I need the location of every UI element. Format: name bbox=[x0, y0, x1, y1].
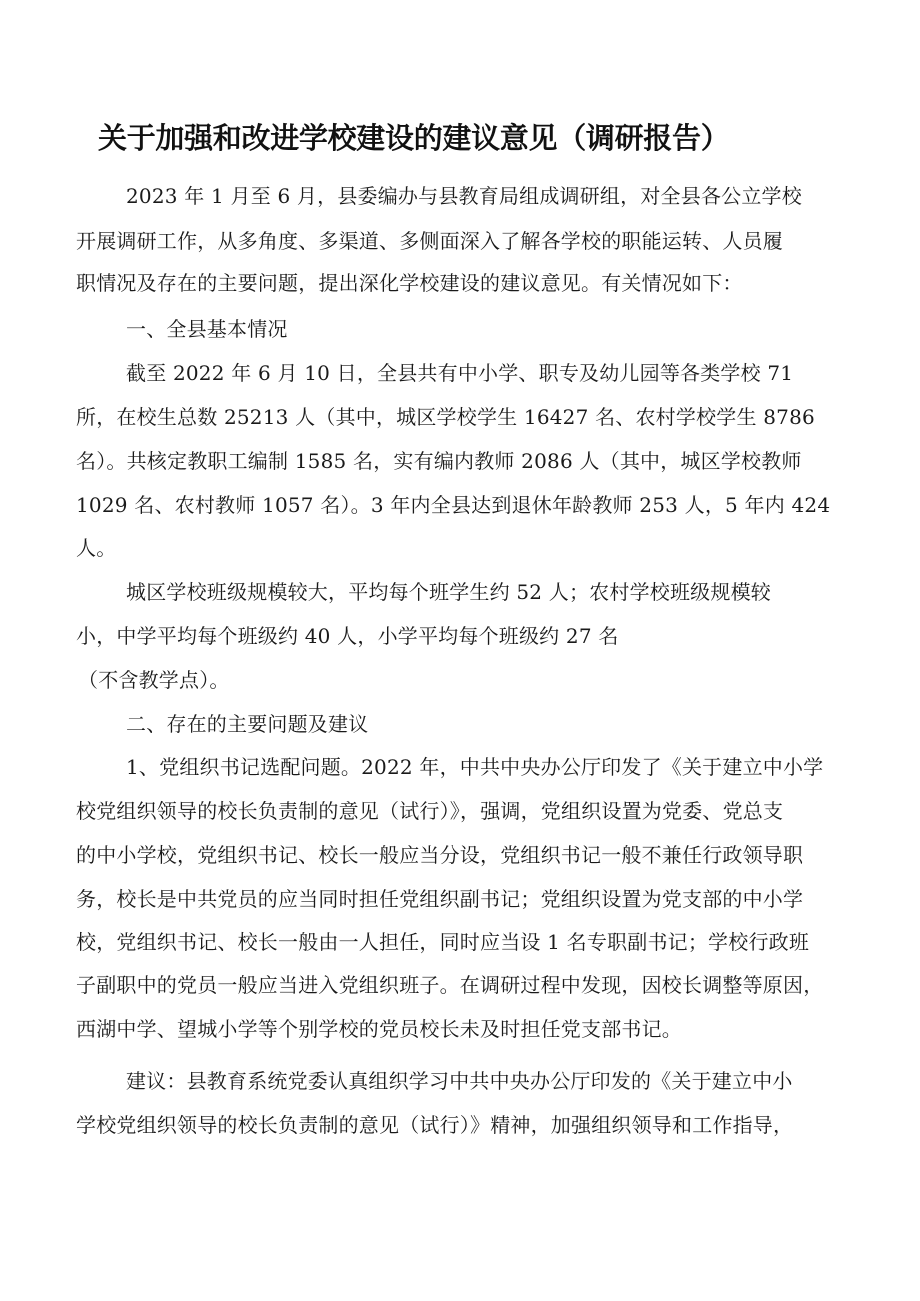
paragraph-line: 校，党组织书记、校长一般由一人担任，同时应当设 1 名专职副书记；学校行政班 bbox=[76, 930, 810, 954]
paragraph-line: （不含教学点）。 bbox=[78, 668, 230, 692]
paragraph-line: 子副职中的党员一般应当进入党组织班子。在调研过程中发现，因校长调整等原因， bbox=[76, 973, 824, 997]
section-heading: 一、全县基本情况 bbox=[126, 317, 288, 341]
paragraph-line: 人。 bbox=[76, 536, 117, 560]
paragraph-line: 职情况及存在的主要问题，提出深化学校建设的建议意见。有关情况如下： bbox=[76, 271, 743, 295]
paragraph-line: 建议：县教育系统党委认真组织学习中共中央办公厅印发的《关于建立中小 bbox=[126, 1069, 793, 1093]
paragraph-line: 截至 2022 年 6 月 10 日，全县共有中小学、职专及幼儿园等各类学校 71 bbox=[126, 361, 794, 385]
paragraph-line: 所，在校生总数 25213 人（其中，城区学校学生 16427 名、农村学校学生 8786 bbox=[76, 405, 815, 429]
paragraph-line: 校党组织领导的校长负责制的意见（试行）》，强调，党组织设置为党委、党总支 bbox=[76, 799, 784, 823]
document-title: 关于加强和改进学校建设的建议意见（调研报告） bbox=[98, 121, 730, 155]
paragraph-line: 西湖中学、望城小学等个别学校的党员校长未及时担任党支部书记。 bbox=[76, 1017, 682, 1041]
paragraph-line: 的中小学校，党组织书记、校长一般应当分设，党组织书记一般不兼任行政领导职 bbox=[76, 843, 804, 867]
paragraph-line: 2023 年 1 月至 6 月，县委编办与县教育局组成调研组，对全县各公立学校 bbox=[126, 184, 802, 208]
paragraph-line: 小，中学平均每个班级约 40 人，小学平均每个班级约 27 名 bbox=[76, 624, 619, 648]
paragraph-line: 1029 名、农村教师 1057 名）。3 年内全县达到退休年龄教师 253 人，5 年内 424 bbox=[76, 493, 831, 517]
section-heading: 二、存在的主要问题及建议 bbox=[126, 712, 369, 736]
paragraph-line: 名）。共核定教职工编制 1585 名，实有编内教师 2086 人（其中，城区学校教师 bbox=[76, 449, 802, 473]
paragraph-line: 城区学校班级规模较大，平均每个班学生约 52 人；农村学校班级规模较 bbox=[126, 580, 771, 604]
paragraph-line: 学校党组织领导的校长负责制的意见（试行）》精神，加强组织领导和工作指导， bbox=[76, 1113, 794, 1137]
paragraph-line: 务，校长是中共党员的应当同时担任党组织副书记；党组织设置为党支部的中小学 bbox=[76, 887, 804, 911]
paragraph-line: 开展调研工作，从多角度、多渠道、多侧面深入了解各学校的职能运转、人员履 bbox=[76, 229, 783, 253]
paragraph-line: 1、党组织书记选配问题。2022 年，中共中央办公厅印发了《关于建立中小学 bbox=[126, 755, 824, 779]
